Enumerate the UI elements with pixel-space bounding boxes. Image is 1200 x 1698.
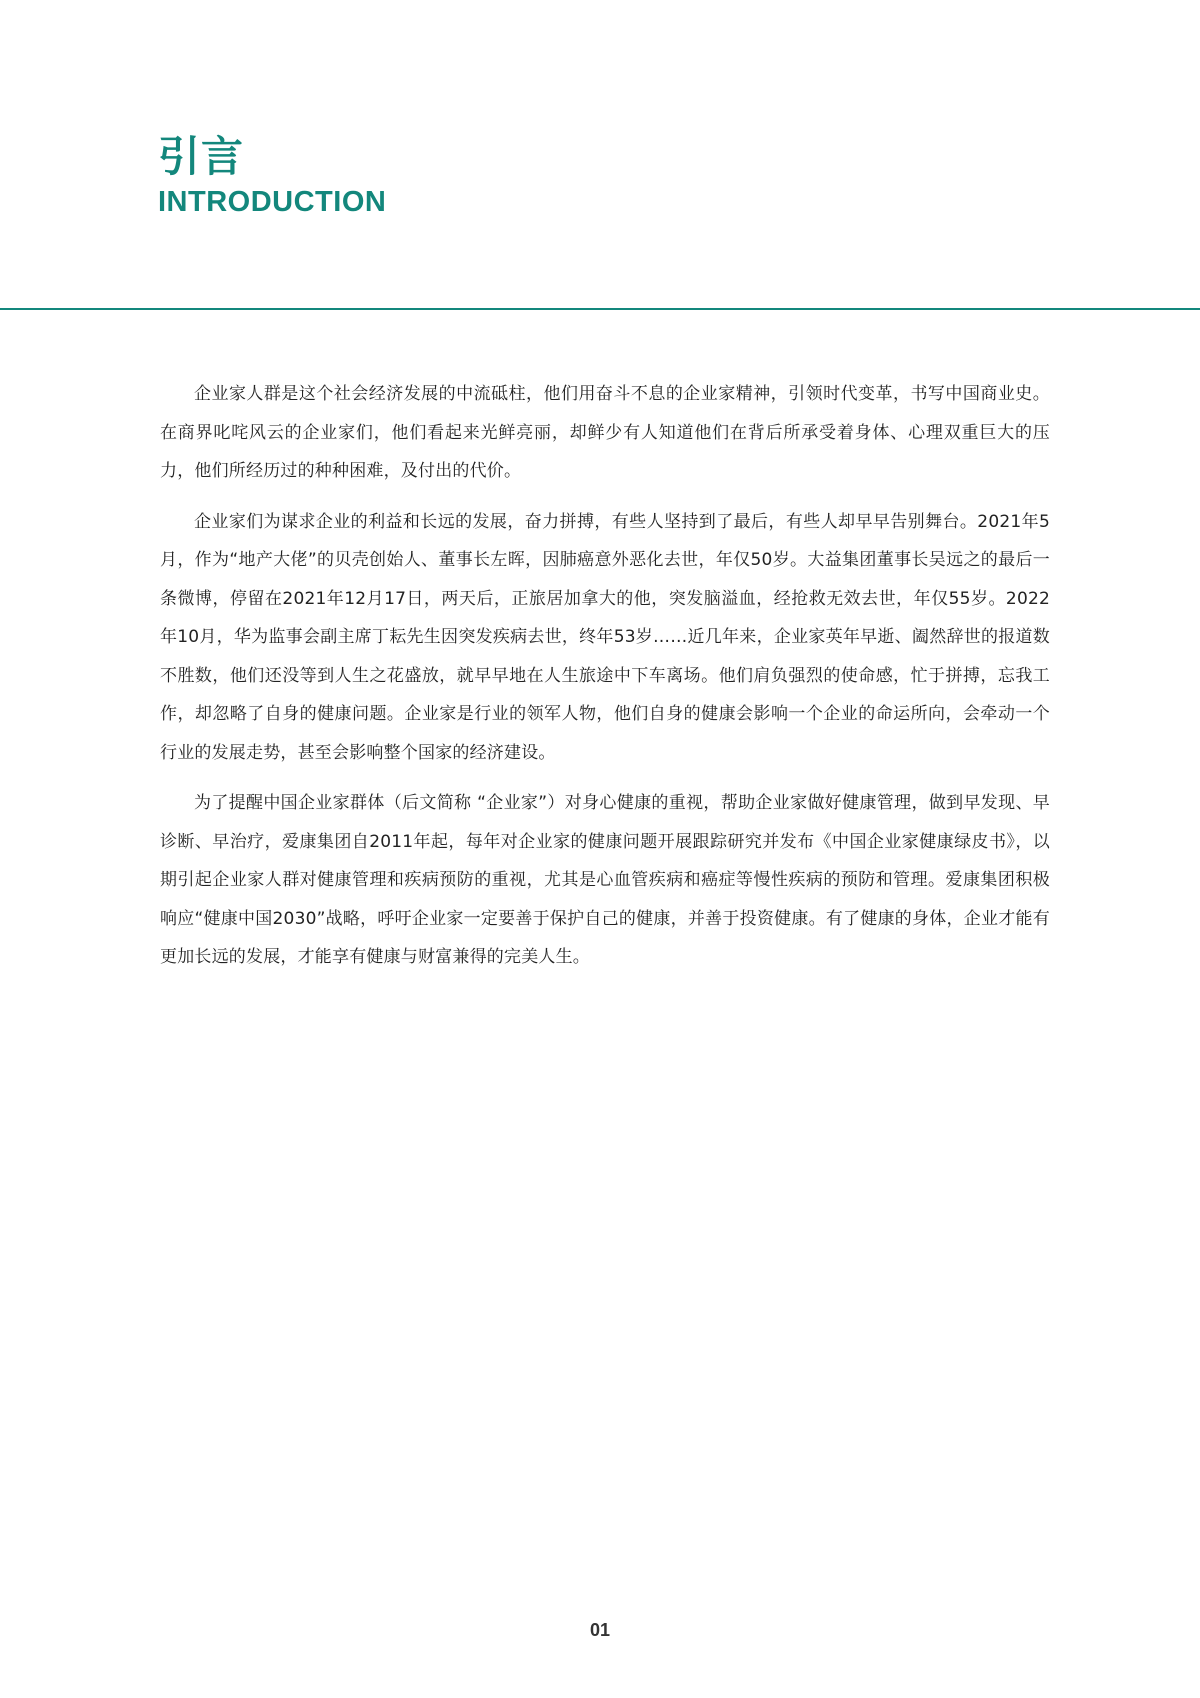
paragraph-2: 企业家们为谋求企业的利益和长远的发展，奋力拼搏，有些人坚持到了最后，有些人却早早告别舞台。2021年5月，作为“地产大佬”的贝壳创始人、董事长左晖，因肺癌意外恶化去世，年仅50岁。大益集团董事长吴远之的最后一条微博，停留在2021年12月17日，两天后，正旅居加拿大的他，突发脑溢血，经抢救无效去世，年仅55岁。2022年10月，华为监事会副主席丁耘先生因突发疾病去世，终年53岁……近几年来，企业家英年早逝、阖然辞世的报道数不胜数，他们还没等到人生之花盛放，就早早地在人生旅途中下车离场。他们肩负强烈的使命感，忙于拼搏，忘我工作，却忽略了自身的健康问题。企业家是行业的领军人物，他们自身的健康会影响一个企业的命运所向，会牵动一个行业的发展走势，甚至会影响整个国家的经济建设。 [160, 511, 1050, 763]
page-title: 引言 [158, 132, 245, 181]
page-number: 01 [589, 1620, 611, 1640]
paragraph-1: 企业家人群是这个社会经济发展的中流砥柱，他们用奋斗不息的企业家精神，引领时代变革，书写中国商业史。在商界叱咤风云的企业家们，他们看起来光鲜亮丽，却鲜少有人知道他们在背后所承受着身体、心理双重巨大的压力，他们所经历过的种种困难，及付出的代价。 [160, 384, 1050, 481]
header-divider [0, 308, 1200, 310]
section-heading [158, 132, 386, 219]
page-subtitle: INTRODUCTION [158, 186, 387, 218]
body-content [160, 375, 1050, 989]
paragraph-3: 为了提醒中国企业家群体（后文简称 “企业家”）对身心健康的重视，帮助企业家做好健康管理，做到早发现、早诊断、早治疗，爱康集团自2011年起，每年对企业家的健康问题开展跟踪研究并发布《中国企业家健康绿皮书》，以期引起企业家人群对健康管理和疾病预防的重视，尤其是心血管疾病和癌症等慢性疾病的预防和管理。爱康集团积极响应“健康中国2030”战略，呼吁企业家一定要善于保护自己的健康，并善于投资健康。有了健康的身体，企业才能有更加长远的发展，才能享有健康与财富兼得的完美人生。 [160, 793, 1050, 967]
